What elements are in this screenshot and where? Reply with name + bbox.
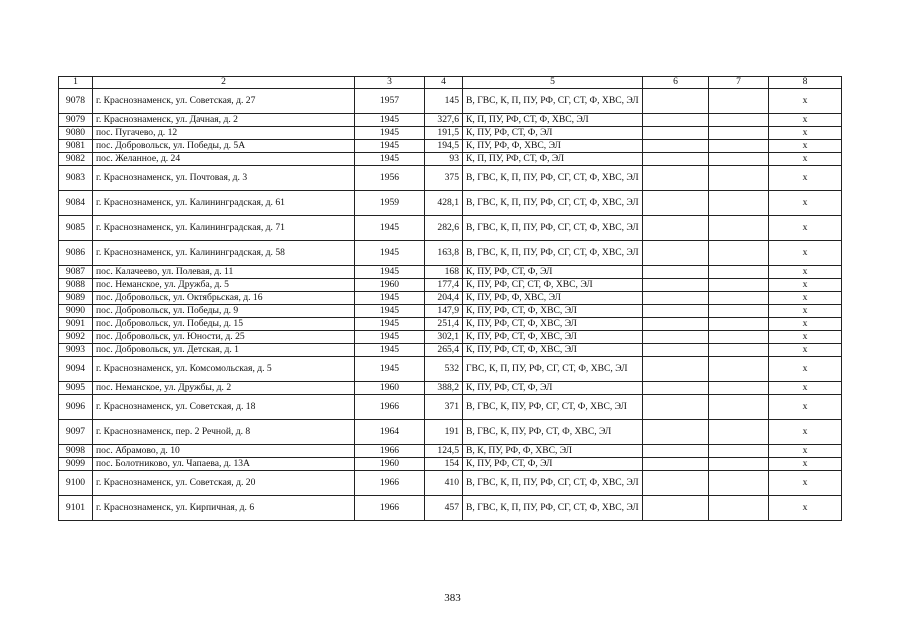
column-7-cell: [709, 471, 769, 496]
column-7-cell: [709, 127, 769, 140]
year-cell: 1945: [355, 331, 425, 344]
address-cell: пос. Пугачево, д. 12: [93, 127, 355, 140]
column-7-cell: [709, 305, 769, 318]
column-7-cell: [709, 279, 769, 292]
area-cell: 388,2: [425, 382, 463, 395]
area-cell: 457: [425, 496, 463, 521]
table-row: [59, 241, 842, 266]
area-cell: 154: [425, 458, 463, 471]
column-6-cell: [643, 445, 709, 458]
year-cell: 1966: [355, 496, 425, 521]
column-8-cell: х: [769, 395, 842, 420]
table-row: [59, 445, 842, 458]
year-cell: 1966: [355, 445, 425, 458]
column-7-cell: [709, 344, 769, 357]
row-number-cell: 9082: [59, 153, 93, 166]
column-7-cell: [709, 114, 769, 127]
year-cell: 1960: [355, 279, 425, 292]
row-number-cell: 9078: [59, 89, 93, 114]
table-row: [59, 496, 842, 521]
year-cell: 1945: [355, 114, 425, 127]
column-7-cell: [709, 318, 769, 331]
row-number-cell: 9092: [59, 331, 93, 344]
table-row: [59, 166, 842, 191]
column-7-cell: [709, 140, 769, 153]
services-cell: В, ГВС, К, ПУ, РФ, СГ, СТ, Ф, ХВС, ЭЛ: [463, 395, 643, 420]
year-cell: 1945: [355, 241, 425, 266]
row-number-cell: 9086: [59, 241, 93, 266]
year-cell: 1945: [355, 344, 425, 357]
table-row: [59, 305, 842, 318]
row-number-cell: 9083: [59, 166, 93, 191]
table-row: [59, 318, 842, 331]
column-7-cell: [709, 445, 769, 458]
address-cell: г. Краснознаменск, ул. Калининградская, д. 58: [93, 241, 355, 266]
year-cell: 1957: [355, 89, 425, 114]
column-6-cell: [643, 420, 709, 445]
row-number-cell: 9098: [59, 445, 93, 458]
table-row: [59, 127, 842, 140]
area-cell: 371: [425, 395, 463, 420]
column-header: 2: [93, 77, 355, 89]
area-cell: 194,5: [425, 140, 463, 153]
services-cell: В, ГВС, К, ПУ, РФ, СТ, Ф, ХВС, ЭЛ: [463, 420, 643, 445]
table-row: [59, 216, 842, 241]
column-7-cell: [709, 153, 769, 166]
column-8-cell: х: [769, 420, 842, 445]
row-number-cell: 9087: [59, 266, 93, 279]
column-header: 5: [463, 77, 643, 89]
column-6-cell: [643, 241, 709, 266]
column-6-cell: [643, 357, 709, 382]
column-8-cell: х: [769, 458, 842, 471]
row-number-cell: 9089: [59, 292, 93, 305]
services-cell: К, ПУ, РФ, СТ, Ф, ХВС, ЭЛ: [463, 318, 643, 331]
services-cell: К, ПУ, РФ, Ф, ХВС, ЭЛ: [463, 140, 643, 153]
row-number-cell: 9099: [59, 458, 93, 471]
row-number-cell: 9090: [59, 305, 93, 318]
column-8-cell: х: [769, 153, 842, 166]
year-cell: 1956: [355, 166, 425, 191]
column-8-cell: х: [769, 292, 842, 305]
address-cell: г. Краснознаменск, ул. Дачная, д. 2: [93, 114, 355, 127]
column-6-cell: [643, 344, 709, 357]
column-8-cell: х: [769, 496, 842, 521]
address-cell: г. Краснознаменск, ул. Советская, д. 18: [93, 395, 355, 420]
address-cell: пос. Абрамово, д. 10: [93, 445, 355, 458]
column-6-cell: [643, 471, 709, 496]
address-cell: пос. Желанное, д. 24: [93, 153, 355, 166]
address-cell: г. Краснознаменск, ул. Почтовая, д. 3: [93, 166, 355, 191]
row-number-cell: 9095: [59, 382, 93, 395]
row-number-cell: 9081: [59, 140, 93, 153]
area-cell: 163,8: [425, 241, 463, 266]
column-6-cell: [643, 140, 709, 153]
services-cell: К, ПУ, РФ, СТ, Ф, ЭЛ: [463, 266, 643, 279]
column-8-cell: х: [769, 279, 842, 292]
column-6-cell: [643, 292, 709, 305]
year-cell: 1945: [355, 357, 425, 382]
year-cell: 1945: [355, 305, 425, 318]
table-row: [59, 420, 842, 445]
column-8-cell: х: [769, 127, 842, 140]
column-8-cell: х: [769, 344, 842, 357]
column-8-cell: х: [769, 357, 842, 382]
services-cell: В, К, ПУ, РФ, Ф, ХВС, ЭЛ: [463, 445, 643, 458]
area-cell: 282,6: [425, 216, 463, 241]
area-cell: 93: [425, 153, 463, 166]
services-cell: В, ГВС, К, П, ПУ, РФ, СГ, СТ, Ф, ХВС, ЭЛ: [463, 496, 643, 521]
services-cell: К, ПУ, РФ, СТ, Ф, ЭЛ: [463, 382, 643, 395]
services-cell: В, ГВС, К, П, ПУ, РФ, СГ, СТ, Ф, ХВС, ЭЛ: [463, 191, 643, 216]
row-number-cell: 9094: [59, 357, 93, 382]
column-8-cell: х: [769, 305, 842, 318]
area-cell: 302,1: [425, 331, 463, 344]
address-cell: г. Краснознаменск, ул. Кирпичная, д. 6: [93, 496, 355, 521]
year-cell: 1945: [355, 292, 425, 305]
year-cell: 1964: [355, 420, 425, 445]
services-cell: К, ПУ, РФ, СГ, СТ, Ф, ХВС, ЭЛ: [463, 279, 643, 292]
column-header: 7: [709, 77, 769, 89]
column-8-cell: х: [769, 191, 842, 216]
column-6-cell: [643, 331, 709, 344]
table-row: [59, 395, 842, 420]
services-cell: К, ПУ, РФ, СТ, Ф, ХВС, ЭЛ: [463, 344, 643, 357]
services-cell: В, ГВС, К, П, ПУ, РФ, СГ, СТ, Ф, ХВС, ЭЛ: [463, 471, 643, 496]
area-cell: 327,6: [425, 114, 463, 127]
column-7-cell: [709, 216, 769, 241]
column-7-cell: [709, 382, 769, 395]
address-cell: г. Краснознаменск, ул. Советская, д. 20: [93, 471, 355, 496]
area-cell: 124,5: [425, 445, 463, 458]
address-cell: г. Краснознаменск, ул. Комсомольская, д. 5: [93, 357, 355, 382]
address-cell: г. Краснознаменск, ул. Советская, д. 27: [93, 89, 355, 114]
column-6-cell: [643, 191, 709, 216]
area-cell: 147,9: [425, 305, 463, 318]
services-cell: В, ГВС, К, П, ПУ, РФ, СГ, СТ, Ф, ХВС, ЭЛ: [463, 166, 643, 191]
row-number-cell: 9093: [59, 344, 93, 357]
column-6-cell: [643, 279, 709, 292]
column-header: 1: [59, 77, 93, 89]
table-row: [59, 153, 842, 166]
year-cell: 1945: [355, 153, 425, 166]
column-6-cell: [643, 305, 709, 318]
column-8-cell: х: [769, 266, 842, 279]
year-cell: 1960: [355, 458, 425, 471]
column-6-cell: [643, 318, 709, 331]
column-6-cell: [643, 382, 709, 395]
year-cell: 1945: [355, 318, 425, 331]
address-cell: пос. Калачеево, ул. Полевая, д. 11: [93, 266, 355, 279]
table-row: [59, 191, 842, 216]
column-7-cell: [709, 357, 769, 382]
services-cell: К, П, ПУ, РФ, СТ, Ф, ХВС, ЭЛ: [463, 114, 643, 127]
address-cell: г. Краснознаменск, пер. 2 Речной, д. 8: [93, 420, 355, 445]
row-number-cell: 9080: [59, 127, 93, 140]
column-7-cell: [709, 191, 769, 216]
column-8-cell: х: [769, 241, 842, 266]
column-7-cell: [709, 241, 769, 266]
area-cell: 410: [425, 471, 463, 496]
services-cell: В, ГВС, К, П, ПУ, РФ, СГ, СТ, Ф, ХВС, ЭЛ: [463, 216, 643, 241]
table-row: [59, 382, 842, 395]
table-row: [59, 266, 842, 279]
column-8-cell: х: [769, 140, 842, 153]
address-cell: пос. Добровольск, ул. Победы, д. 5А: [93, 140, 355, 153]
services-cell: К, П, ПУ, РФ, СТ, Ф, ЭЛ: [463, 153, 643, 166]
table-row: [59, 292, 842, 305]
year-cell: 1959: [355, 191, 425, 216]
area-cell: 168: [425, 266, 463, 279]
column-7-cell: [709, 266, 769, 279]
table-row: [59, 357, 842, 382]
area-cell: 191,5: [425, 127, 463, 140]
address-cell: пос. Добровольск, ул. Юности, д. 25: [93, 331, 355, 344]
column-8-cell: х: [769, 445, 842, 458]
address-cell: пос. Добровольск, ул. Октябрьская, д. 16: [93, 292, 355, 305]
column-8-cell: х: [769, 89, 842, 114]
column-7-cell: [709, 89, 769, 114]
column-7-cell: [709, 166, 769, 191]
year-cell: 1945: [355, 127, 425, 140]
area-cell: 375: [425, 166, 463, 191]
area-cell: 191: [425, 420, 463, 445]
row-number-cell: 9085: [59, 216, 93, 241]
address-cell: пос. Болотниково, ул. Чапаева, д. 13А: [93, 458, 355, 471]
row-number-cell: 9088: [59, 279, 93, 292]
table-row: [59, 114, 842, 127]
year-cell: 1945: [355, 140, 425, 153]
housing-register-table: [58, 76, 842, 521]
services-cell: К, ПУ, РФ, СТ, Ф, ХВС, ЭЛ: [463, 331, 643, 344]
column-6-cell: [643, 89, 709, 114]
services-cell: К, ПУ, РФ, СТ, Ф, ХВС, ЭЛ: [463, 305, 643, 318]
table-row: [59, 140, 842, 153]
table-row: [59, 471, 842, 496]
address-cell: г. Краснознаменск, ул. Калининградская, д. 61: [93, 191, 355, 216]
column-7-cell: [709, 420, 769, 445]
page-number: 383: [444, 592, 461, 604]
year-cell: 1966: [355, 395, 425, 420]
row-number-cell: 9100: [59, 471, 93, 496]
column-7-cell: [709, 292, 769, 305]
year-cell: 1945: [355, 266, 425, 279]
column-7-cell: [709, 395, 769, 420]
area-cell: 204,4: [425, 292, 463, 305]
table-body: [59, 89, 842, 521]
column-header: 8: [769, 77, 842, 89]
address-cell: пос. Неманское, ул. Дружбы, д. 2: [93, 382, 355, 395]
year-cell: 1960: [355, 382, 425, 395]
area-cell: 265,4: [425, 344, 463, 357]
column-8-cell: х: [769, 331, 842, 344]
row-number-cell: 9097: [59, 420, 93, 445]
column-8-cell: х: [769, 318, 842, 331]
services-cell: К, ПУ, РФ, Ф, ХВС, ЭЛ: [463, 292, 643, 305]
services-cell: В, ГВС, К, П, ПУ, РФ, СГ, СТ, Ф, ХВС, ЭЛ: [463, 241, 643, 266]
column-7-cell: [709, 496, 769, 521]
row-number-cell: 9091: [59, 318, 93, 331]
column-header: 3: [355, 77, 425, 89]
address-cell: пос. Неманское, ул. Дружба, д. 5: [93, 279, 355, 292]
year-cell: 1966: [355, 471, 425, 496]
services-cell: К, ПУ, РФ, СТ, Ф, ЭЛ: [463, 458, 643, 471]
area-cell: 532: [425, 357, 463, 382]
table-row: [59, 279, 842, 292]
table-row: [59, 331, 842, 344]
column-6-cell: [643, 395, 709, 420]
column-7-cell: [709, 331, 769, 344]
area-cell: 177,4: [425, 279, 463, 292]
column-6-cell: [643, 496, 709, 521]
column-header: 6: [643, 77, 709, 89]
address-cell: пос. Добровольск, ул. Детская, д. 1: [93, 344, 355, 357]
area-cell: 251,4: [425, 318, 463, 331]
column-6-cell: [643, 458, 709, 471]
row-number-cell: 9101: [59, 496, 93, 521]
row-number-cell: 9079: [59, 114, 93, 127]
column-8-cell: х: [769, 166, 842, 191]
column-6-cell: [643, 166, 709, 191]
area-cell: 428,1: [425, 191, 463, 216]
column-header: 4: [425, 77, 463, 89]
column-6-cell: [643, 216, 709, 241]
table-row: [59, 89, 842, 114]
column-6-cell: [643, 127, 709, 140]
table-row: [59, 344, 842, 357]
column-8-cell: х: [769, 216, 842, 241]
services-cell: В, ГВС, К, П, ПУ, РФ, СГ, СТ, Ф, ХВС, ЭЛ: [463, 89, 643, 114]
column-8-cell: х: [769, 471, 842, 496]
column-8-cell: х: [769, 114, 842, 127]
address-cell: пос. Добровольск, ул. Победы, д. 15: [93, 318, 355, 331]
column-header-row: [59, 77, 842, 89]
column-7-cell: [709, 458, 769, 471]
row-number-cell: 9096: [59, 395, 93, 420]
area-cell: 145: [425, 89, 463, 114]
services-cell: ГВС, К, П, ПУ, РФ, СГ, СТ, Ф, ХВС, ЭЛ: [463, 357, 643, 382]
address-cell: пос. Добровольск, ул. Победы, д. 9: [93, 305, 355, 318]
column-6-cell: [643, 114, 709, 127]
address-cell: г. Краснознаменск, ул. Калининградская, д. 71: [93, 216, 355, 241]
column-8-cell: х: [769, 382, 842, 395]
column-6-cell: [643, 153, 709, 166]
table-row: [59, 458, 842, 471]
year-cell: 1945: [355, 216, 425, 241]
row-number-cell: 9084: [59, 191, 93, 216]
services-cell: К, ПУ, РФ, СТ, Ф, ЭЛ: [463, 127, 643, 140]
column-6-cell: [643, 266, 709, 279]
